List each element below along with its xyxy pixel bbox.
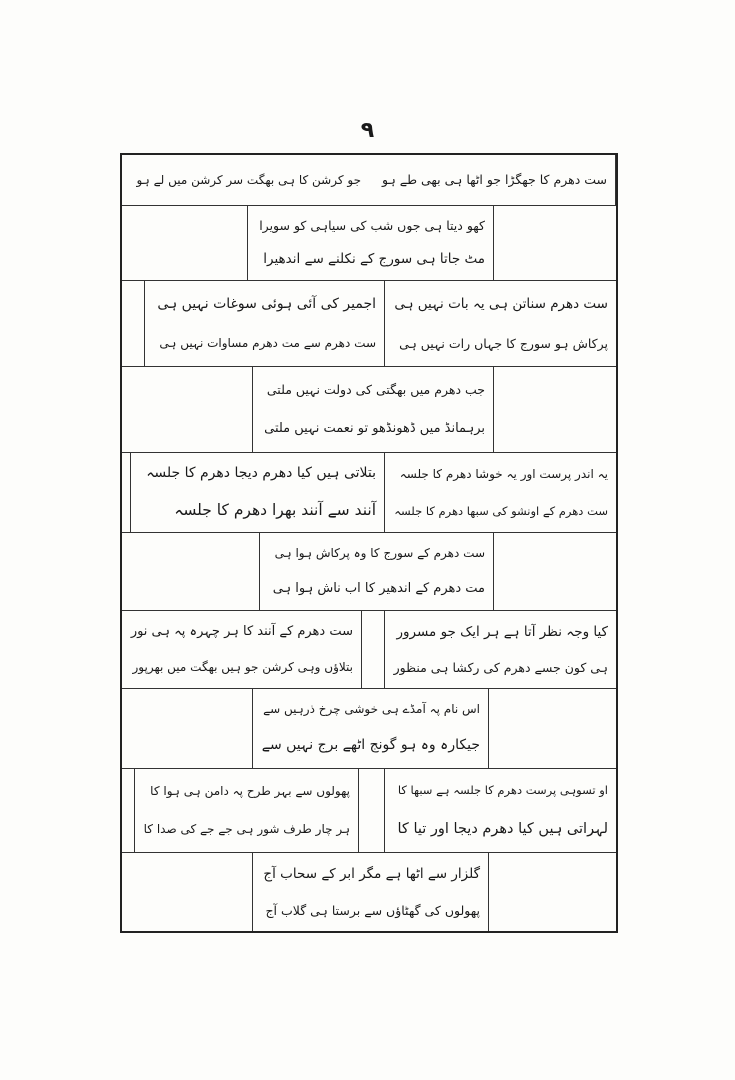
table-row [122,853,616,931]
verse-line: ست دھرم سے مت دھرم مساوات نہیں ہی [159,336,376,351]
couplet-left-cell [130,453,384,532]
table-row [122,769,616,853]
couplet-right-cell [384,769,616,852]
table-row [122,281,616,367]
center-verse-cell [252,689,489,768]
verse-line: بتلاؤں وہی کرشن جو ہیں بھگت میں بھرپور [132,660,353,675]
table-row [122,155,616,206]
verse-line: ہر چار طرف شور ہی جے جے کی صدا کا [143,822,350,837]
table-row [122,689,616,769]
couplet-right-cell [384,453,616,532]
verse-line: مت دھرم کے اندھیر کا اب ناش ہوا ہی [272,580,485,596]
verse-line: ست دھرم کے آنند کا ہر چہرہ پہ ہی نور [130,623,353,639]
verse-line: جب دھرم میں بھگتی کی دولت نہیں ملتی [266,381,485,397]
table-row [122,611,616,689]
couplet-right-cell [384,281,616,366]
couplet-left-cell [144,281,384,366]
verse-line: برہمانڈ میں ڈھونڈھو تو نعمت نہیں ملتی [264,420,485,436]
verse-line: پھولوں سے بہر طرح پہ دامن ہی ہوا کا [150,783,350,798]
couplet-left-cell [134,769,359,852]
verse-line: او تسوہی پرست دھرم کا جلسہ ہے سبھا کا [397,783,608,798]
verse-line: ست دھرم سناتن ہی یہ بات نہیں ہی [394,295,608,312]
verse-line: کھو دیتا ہی جوں شب کی سیاہی کو سویرا [259,217,485,233]
couplet-left-cell [122,611,362,688]
verse-line: بتلاتی ہیں کیا دھرم دیجا دھرم کا جلسہ [146,465,376,482]
page-number: ۹ [360,118,375,143]
verse-line: پھولوں کی گھٹاؤں سے برستا ہی گلاب آج [265,902,480,918]
verse-line: مٹ جاتا ہی سورج کے نکلنے سے اندھیرا [263,251,485,268]
couplet-right-cell [369,155,616,205]
verse-line: اجمیر کی آئی ہوئی سوغات نہیں ہی [157,295,376,312]
poem-table [120,153,618,933]
verse-line: پرکاش ہو سورج کا جہاں رات نہیں ہی [399,335,608,351]
verse-line: کیا وجہ نظر آتا ہے ہر ایک جو مسرور [396,623,608,640]
verse-line: ہی کون جسے دھرم کی رکشا ہی منظور [393,659,608,675]
center-verse-cell [252,367,494,452]
table-row [122,453,616,533]
verse-line: جو کرشن کا ہی بھگت سر کرشن میں لے ہو [136,172,361,187]
verse-line: لہراتی ہیں کیا دھرم دیجا اور تیا کا [397,820,608,837]
verse-line: اس نام پہ آمڈے ہی خوشی چرخ ذرہیں سے [263,702,480,717]
verse-line: گلزار سے اٹھا ہے مگر ابر کے سحاب آج [263,865,480,882]
verse-line: آنند سے آنند بھرا دھرم کا جلسہ [174,500,376,519]
verse-line: ست دھرم کا جھگڑا جو اٹھا ہی بھی طے ہو [382,172,607,188]
couplet-right-cell [384,611,616,688]
table-row [122,533,616,611]
center-verse-cell [247,206,494,280]
table-row [122,367,616,453]
verse-line: ست دھرم کے اونشو کی سبھا دھرم کا جلسہ [394,503,608,518]
center-verse-cell [252,853,489,931]
couplet-left-cell [122,155,369,205]
table-row [122,206,616,281]
verse-line: ست دھرم کے سورج کا وہ پرکاش ہوا ہی [274,545,485,560]
verse-line: جیکارہ وہ ہو گونج اٹھے برج نہیں سے [261,737,480,754]
center-verse-cell [259,533,494,610]
verse-line: یہ اندر پرست اور یہ خوشا دھرم کا جلسہ [399,466,608,481]
